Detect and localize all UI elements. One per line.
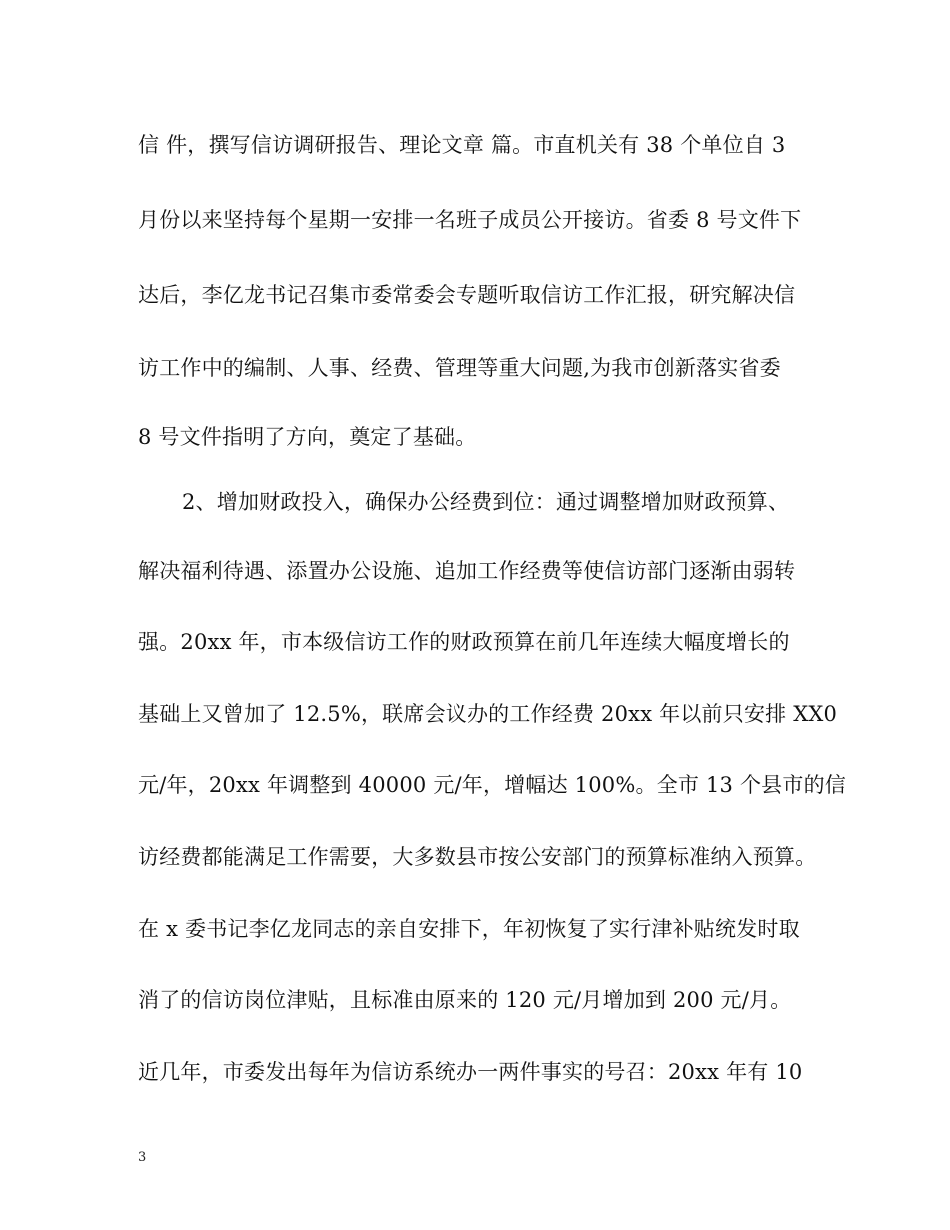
text-line: 8 号文件指明了方向，奠定了基础。 [138,425,477,449]
text-line: 月份以来坚持每个星期一安排一名班子成员公开接访。省委 8 号文件下 [138,208,802,232]
text-line: 达后，李亿龙书记召集市委常委会专题听取信访工作汇报，研究解决信 [138,283,796,307]
text-line: 访工作中的编制、人事、经费、管理等重大问题,为我市创新落实省委 [138,356,781,380]
text-line: 基础上又曾加了 12.5%，联席会议办的工作经费 20xx 年以前只安排 XX0 [138,702,838,726]
text-line: 消了的信访岗位津贴，且标准由原来的 120 元/月增加到 200 元/月。 [138,988,792,1012]
page-number: 3 [138,1150,147,1165]
text-line: 元/年，20xx 年调整到 40000 元/年，增幅达 100%。全市 13 个县市的信 [138,773,846,797]
text-line: 强。20xx 年，市本级信访工作的财政预算在前几年连续大幅度增长的 [138,630,790,654]
paragraph-start-line: 2、增加财政投入，确保办公经费到位：通过调整增加财政预算、 [182,490,790,514]
text-line: 在 x 委书记李亿龙同志的亲自安排下，年初恢复了实行津补贴统发时取 [138,917,800,941]
text-line: 近几年，市委发出每年为信访系统办一两件事实的号召：20xx 年有 10 [138,1060,803,1084]
text-line: 解决福利待遇、添置办公设施、追加工作经费等使信访部门逐渐由弱转 [138,559,796,583]
text-line: 信 件，撰写信访调研报告、理论文章 篇。市直机关有 38 个单位自 3 [138,133,786,157]
text-line: 访经费都能满足工作需要，大多数县市按公安部门的预算标准纳入预算。 [138,845,817,869]
